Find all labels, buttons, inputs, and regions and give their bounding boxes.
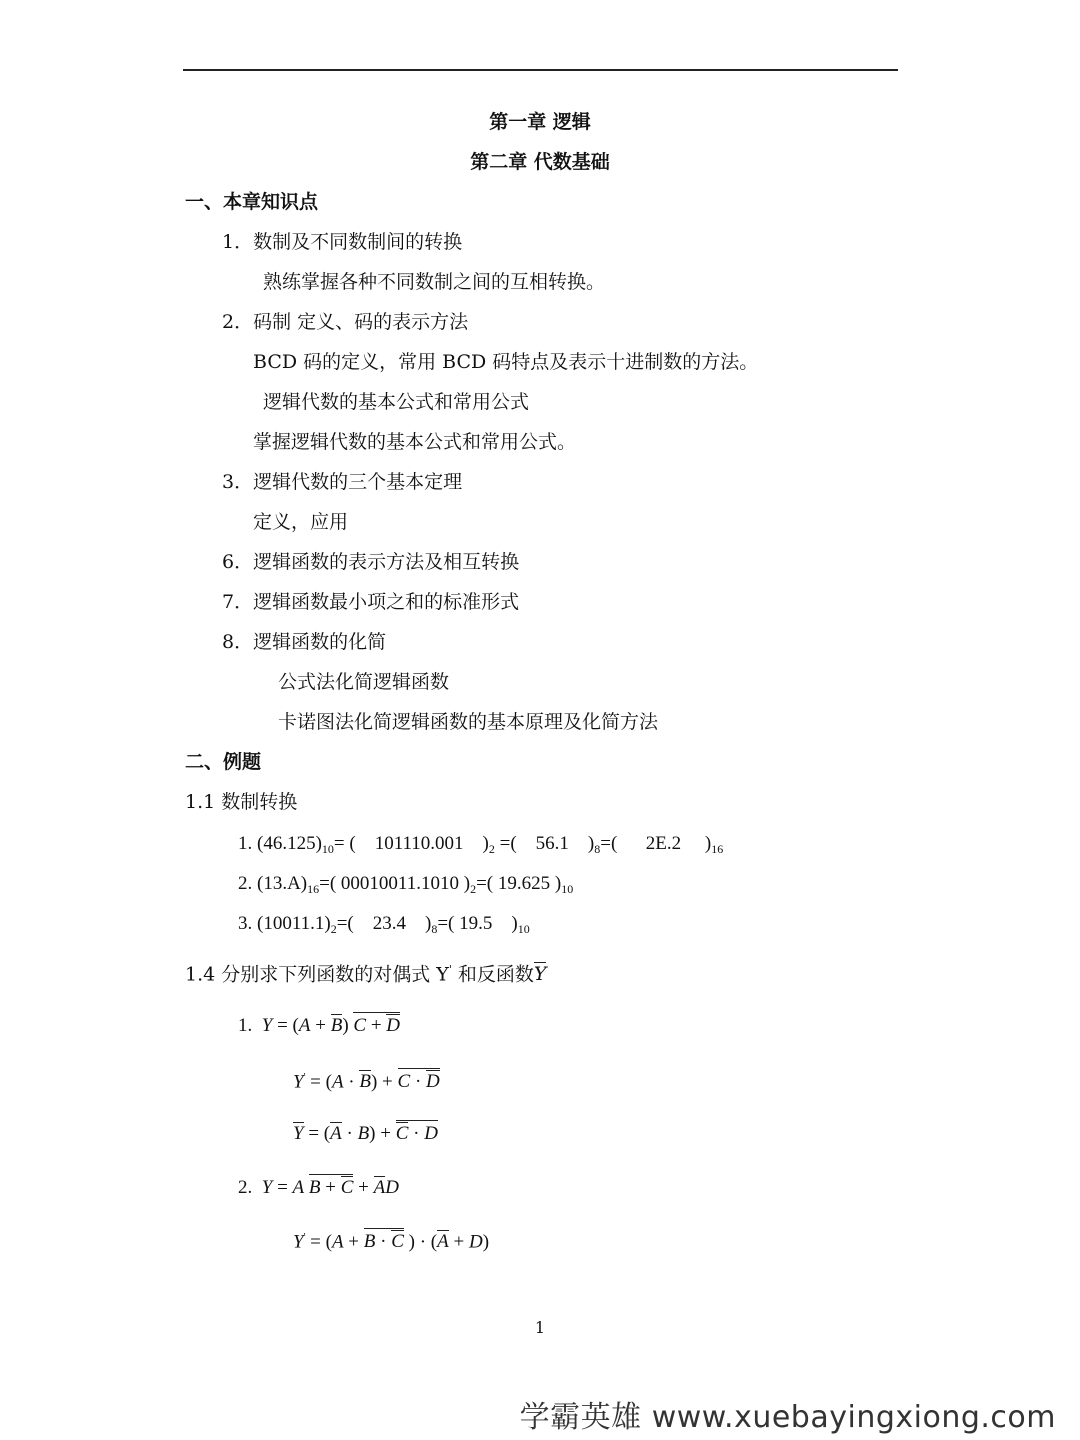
header-rule bbox=[183, 69, 898, 71]
list-item: 卡诺图法化简逻辑函数的基本原理及化简方法 bbox=[278, 711, 659, 733]
list-item: 6．逻辑函数的表示方法及相互转换 bbox=[222, 551, 520, 573]
chapter-title-1: 第一章 逻辑 bbox=[489, 111, 591, 133]
formula-1-dual: Y' = (A · B) + C · D bbox=[293, 1066, 440, 1094]
subsection-dual-inverse: 1.4 分别求下列函数的对偶式 Y' 和反函数Y bbox=[185, 963, 547, 986]
formula-1: 1. Y = (A + B) C + D bbox=[238, 1012, 400, 1038]
chapter-title-2: 第二章 代数基础 bbox=[470, 151, 610, 173]
watermark: 学霸英雄 www.xuebayingxiong.com bbox=[519, 1400, 1056, 1435]
subsection-number-conversion: 1.1 数制转换 bbox=[185, 791, 298, 813]
list-item: 2．码制 定义、码的表示方法 bbox=[222, 311, 469, 333]
formula-2-dual: Y' = (A + B · C ) · (A + D) bbox=[293, 1226, 489, 1254]
list-item: 7．逻辑函数最小项之和的标准形式 bbox=[222, 591, 520, 613]
list-item: 熟练掌握各种不同数制之间的互相转换。 bbox=[263, 271, 606, 293]
page-number: 1 bbox=[534, 1318, 546, 1337]
conversion-line-2: 2. $(13.A)_{16}=$( 00010011.1010 )$_2=$( 19.625 )$_{10}$ bbox=[238, 873, 574, 896]
list-item: BCD 码的定义，常用 BCD 码特点及表示十进制数的方法。 bbox=[253, 351, 759, 373]
formula-1-inverse: Y = (A · B) + C · D bbox=[293, 1120, 438, 1146]
conversion-line-1: 1. $(46.125)_{10}=$ ( 101110.001 )$_2$ =( 56.1 )$_8=$( 2E.2 )$_{16}$ bbox=[238, 833, 724, 856]
list-item: 逻辑代数的基本公式和常用公式 bbox=[263, 391, 530, 413]
list-item: 掌握逻辑代数的基本公式和常用公式。 bbox=[253, 431, 577, 453]
section-heading-1: 一、本章知识点 bbox=[185, 191, 319, 213]
section-heading-2: 二、例题 bbox=[185, 751, 262, 773]
list-item: 定义，应用 bbox=[253, 511, 349, 533]
list-item: 8．逻辑函数的化简 bbox=[222, 631, 387, 653]
conversion-line-3: 3. $(10011.1)_2=$( 23.4 )$_8=$( 19.5 )$_{10}$ bbox=[238, 913, 530, 936]
list-item: 1．数制及不同数制间的转换 bbox=[222, 231, 463, 253]
list-item: 3．逻辑代数的三个基本定理 bbox=[222, 471, 463, 493]
formula-2: 2. Y = A B + C + AD bbox=[238, 1174, 399, 1200]
list-item: 公式法化简逻辑函数 bbox=[278, 671, 450, 693]
